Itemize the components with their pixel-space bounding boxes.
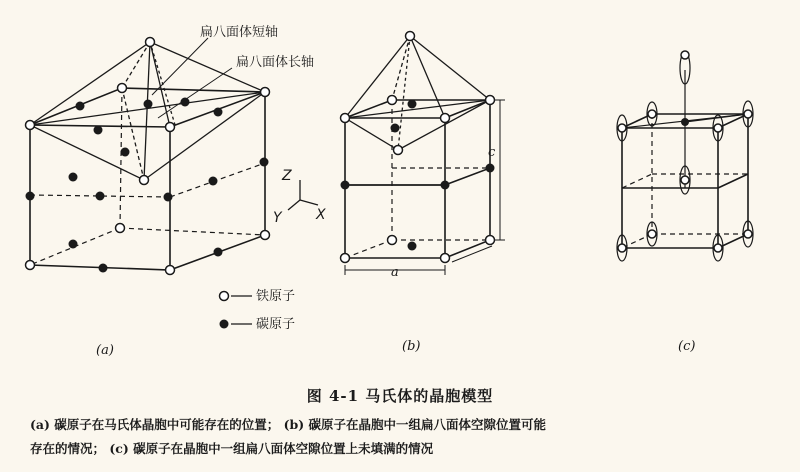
long-axis-label: 扁八面体长轴 (236, 55, 315, 70)
dimension-lines-b (345, 100, 505, 275)
caption-body (30, 413, 780, 461)
axis-x-label: X (316, 207, 326, 223)
cell-b-hidden-edges (345, 100, 490, 258)
dim-a-label: a (391, 265, 399, 280)
axis-z-label: Z (282, 168, 292, 184)
cell-b-right-upper (445, 100, 490, 168)
cell-b-front-lower (345, 185, 445, 258)
cell-b-right-lower (445, 168, 490, 258)
subfigure-c-label: (c) (678, 339, 696, 354)
subfigure-b-label: (b) (402, 339, 421, 354)
cell-a (30, 38, 265, 270)
octahedron-b (345, 36, 490, 150)
caption-line-2: 存在的情况； (c) 碳原子在晶胞中一组扁八面体空隙位置上未填满的情况 (30, 441, 434, 456)
cell-b (345, 36, 505, 275)
cell-c (622, 70, 748, 248)
legend-iron-label: 铁原子 (256, 289, 296, 304)
axis-y-label: Y (273, 210, 282, 226)
legend-carbon-label: 碳原子 (256, 317, 296, 332)
short-axis-label: 扁八面体短轴 (200, 25, 279, 40)
caption-title: 图 4-1 马氏体的晶胞模型 (306, 387, 494, 405)
dim-c-label: c (488, 145, 496, 160)
subfigure-a-label: (a) (96, 343, 114, 358)
carbon-atoms (26, 98, 690, 329)
caption-line-1: (a) 碳原子在马氏体晶胞中可能存在的位置； (b) 碳原子在晶胞中一组扁八面体空隙位置可能 (30, 417, 547, 432)
axis-indicator (288, 180, 318, 210)
legend-iron-marker (220, 292, 229, 301)
